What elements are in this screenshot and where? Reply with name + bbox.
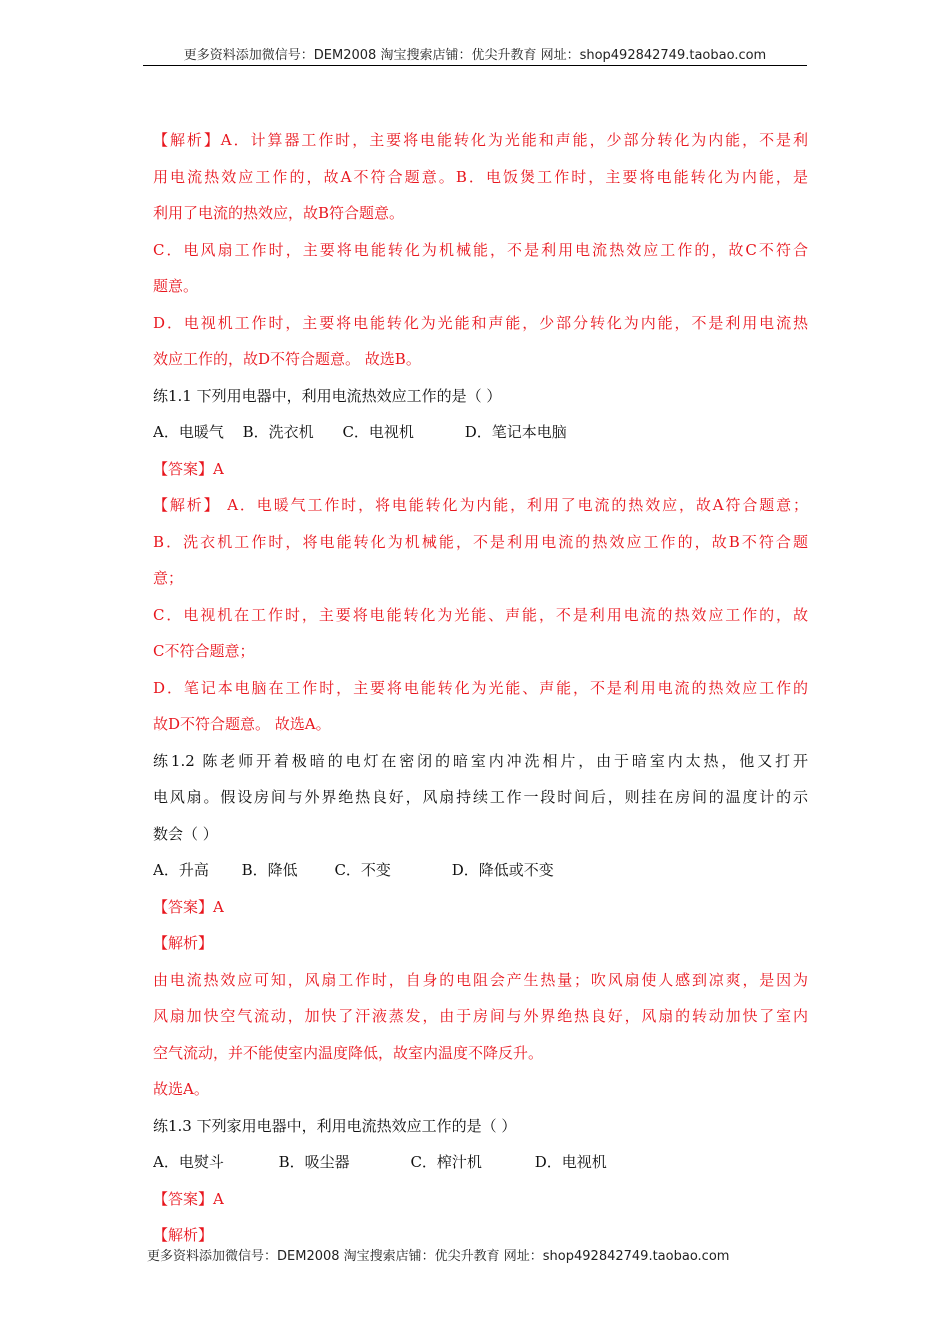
option-b: B．降低: [241, 861, 298, 879]
analysis-line: 用电流热效应工作的，故A不符合题意。B．电饭煲工作时，主要将电能转化为内能，是: [153, 167, 808, 186]
option-c: C．榨汁机: [410, 1153, 482, 1171]
page-header: 更多资料添加微信号：DEM2008 淘宝搜索店铺：优尖升教育 网址：shop492842749.taobao.com: [183, 48, 767, 63]
question-options: [153, 1144, 808, 1181]
analysis-line: C．电风扇工作时，主要将电能转化为机械能，不是利用电流热效应工作的，故C不符合: [153, 240, 808, 259]
analysis-line: 意；: [153, 569, 184, 587]
option-b: B．吸尘器: [278, 1153, 350, 1171]
question-options: [153, 852, 808, 889]
answer-line: 【答案】A: [153, 459, 224, 478]
analysis-line: 效应工作的，故D不符合题意。 故选B。: [153, 350, 421, 368]
question-stem: 练1.2 陈老师开着极暗的电灯在密闭的暗室内冲洗相片，由于暗室内太热，他又打开: [153, 751, 808, 770]
question-options: [153, 414, 808, 451]
analysis-line: D．笔记本电脑在工作时，主要将电能转化为光能、声能，不是利用电流的热效应工作的: [153, 678, 808, 697]
option-a: A．电暖气: [153, 423, 224, 441]
analysis-line: 利用了电流的热效应，故B符合题意。: [153, 204, 405, 222]
conclusion-line: 故选A。: [153, 1080, 209, 1098]
option-c: C．不变: [334, 861, 391, 879]
header-divider: [143, 65, 807, 66]
analysis-line: C不符合题意；: [153, 642, 255, 660]
analysis-line: D．电视机工作时，主要将电能转化为光能和声能，少部分转化为内能，不是利用电流热: [153, 313, 808, 332]
option-a: A．升高: [153, 861, 209, 879]
analysis-line: 空气流动，并不能使室内温度降低，故室内温度不降反升。: [153, 1043, 544, 1062]
analysis-line: 风扇加快空气流动，加快了汗液蒸发，由于房间与外界绝热良好，风扇的转动加快了室内: [153, 1007, 808, 1025]
question-stem: 电风扇。假设房间与外界绝热良好，风扇持续工作一段时间后，则挂在房间的温度计的示: [153, 788, 808, 806]
analysis-line: 由电流热效应可知，风扇工作时，自身的电阻会产生热量；吹风扇使人感到凉爽，是因为: [153, 970, 808, 989]
page-footer: 更多资料添加微信号：DEM2008 淘宝搜索店铺：优尖升教育 网址：shop492842749.taobao.com: [147, 1249, 730, 1264]
question-stem: 练1.1 下列用电器中，利用电流热效应工作的是（ ）: [153, 386, 502, 405]
option-d: D．电视机: [534, 1153, 607, 1171]
analysis-line: 【解析】A．计算器工作时，主要将电能转化为光能和声能，少部分转化为内能，不是利: [153, 131, 808, 149]
analysis-line: C．电视机在工作时，主要将电能转化为光能、声能，不是利用电流的热效应工作的，故: [153, 605, 808, 624]
option-d: D．降低或不变: [451, 861, 554, 879]
question-stem: 练1.3 下列家用电器中，利用电流热效应工作的是（ ）: [153, 1116, 517, 1135]
analysis-line: 故D不符合题意。 故选A。: [153, 715, 331, 733]
answer-line: 【答案】A: [153, 1189, 224, 1208]
answer-line: 【答案】A: [153, 897, 224, 916]
document-body: [153, 122, 808, 1254]
analysis-line: 【解析】 A．电暖气工作时，将电能转化为内能，利用了电流的热效应，故A符合题意；: [153, 496, 808, 514]
analysis-label: 【解析】: [153, 934, 214, 952]
question-stem: 数会（ ）: [153, 824, 218, 843]
option-b: B．洗衣机: [242, 423, 314, 441]
option-d: D．笔记本电脑: [464, 423, 567, 441]
option-a: A．电熨斗: [153, 1153, 224, 1171]
option-c: C．电视机: [342, 423, 414, 441]
analysis-label: 【解析】: [153, 1226, 214, 1244]
analysis-line: 题意。: [153, 277, 199, 295]
analysis-line: B．洗衣机工作时，将电能转化为机械能，不是利用电流的热效应工作的，故B不符合题: [153, 532, 808, 551]
